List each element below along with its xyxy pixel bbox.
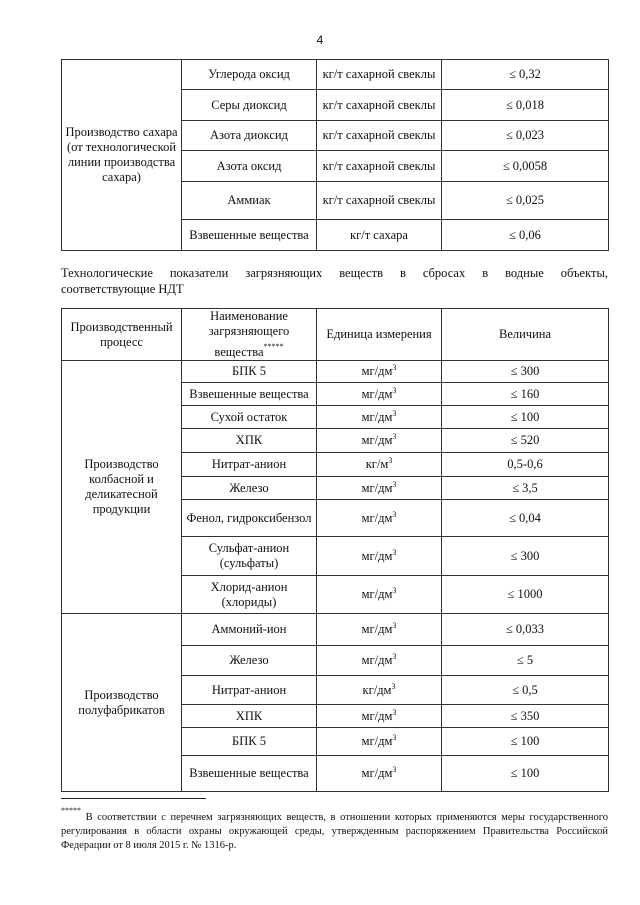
unit-cell xyxy=(317,576,442,614)
unit-cell: кг/т сахарной свеклы xyxy=(317,60,442,90)
value-cell: ≤ 520 xyxy=(442,429,609,453)
substance-cell: Аммоний-ион xyxy=(182,614,317,646)
unit-exponent: 3 xyxy=(392,408,397,418)
unit-cell xyxy=(317,646,442,676)
header-unit: Единица измерения xyxy=(317,309,442,361)
substance-cell: Фенол, гидроксибензол xyxy=(182,500,317,537)
value-cell: ≤ 1000 xyxy=(442,576,609,614)
unit-base: мг/дм xyxy=(361,364,393,378)
page-number: 4 xyxy=(316,33,324,47)
unit-cell xyxy=(317,537,442,576)
table-row xyxy=(62,614,609,646)
unit-base: мг/дм xyxy=(361,409,393,424)
unit-base: мг/дм xyxy=(361,587,393,601)
value-cell: 0,5-0,6 xyxy=(442,453,609,477)
value-cell: ≤ 0,5 xyxy=(442,676,609,705)
unit-cell xyxy=(317,728,442,756)
section-heading-line2: соответствующие НДТ xyxy=(61,282,184,296)
unit-cell: кг/т сахарной свеклы xyxy=(317,90,442,121)
unit-base: мг/дм xyxy=(361,510,393,525)
value-cell: ≤ 0,0058 xyxy=(442,151,609,182)
unit-exponent: 3 xyxy=(392,509,397,519)
unit-exponent: 3 xyxy=(392,362,397,372)
substance-cell: Нитрат-анион xyxy=(182,453,317,477)
substance-cell: Углерода оксид xyxy=(182,60,317,90)
unit-cell xyxy=(317,383,442,406)
unit-cell xyxy=(317,756,442,792)
substance-cell: Серы диоксид xyxy=(182,90,317,121)
unit-base: мг/дм xyxy=(361,766,393,780)
substance-cell: Сульфат-анион (сульфаты) xyxy=(182,537,317,576)
value-cell: ≤ 0,033 xyxy=(442,614,609,646)
value-cell: ≤ 0,32 xyxy=(442,60,609,90)
value-cell: ≤ 0,025 xyxy=(442,182,609,220)
value-cell: ≤ 3,5 xyxy=(442,477,609,500)
value-cell: ≤ 0,023 xyxy=(442,121,609,151)
unit-base: мг/дм xyxy=(361,386,393,401)
unit-cell xyxy=(317,614,442,646)
value-cell: ≤ 100 xyxy=(442,406,609,429)
substance-cell: Хлорид-анион (хлориды) xyxy=(182,576,317,614)
unit-cell: кг/т сахарной свеклы xyxy=(317,151,442,182)
table-header-row xyxy=(62,309,609,361)
unit-exponent: 3 xyxy=(392,764,397,774)
footnote-divider xyxy=(61,798,206,799)
substance-cell: Сухой остаток xyxy=(182,406,317,429)
value-cell: ≤ 0,04 xyxy=(442,500,609,537)
footnote xyxy=(61,804,608,853)
unit-base: мг/дм xyxy=(361,653,393,667)
value-cell: ≤ 100 xyxy=(442,728,609,756)
unit-cell xyxy=(317,453,442,477)
unit-exponent: 3 xyxy=(392,707,397,717)
emissions-table xyxy=(61,59,609,251)
unit-exponent: 3 xyxy=(392,385,397,395)
unit-exponent: 3 xyxy=(392,620,397,630)
unit-exponent: 3 xyxy=(392,585,397,595)
unit-exponent: 3 xyxy=(392,547,397,557)
value-cell: ≤ 0,018 xyxy=(442,90,609,121)
unit-cell: кг/т сахара xyxy=(317,220,442,251)
footnote-text: В соответствии с перечнем загрязняющих веществ, в отношении которых применяются меры государственного регулирования в области охраны окружающей среды, утвержденным распоряжением Правительства Российской Федерации от 8 июля 2015 г. № 1316-р. xyxy=(61,812,609,851)
value-cell: ≤ 0,06 xyxy=(442,220,609,251)
value-cell: ≤ 300 xyxy=(442,361,609,383)
substance-cell: Взвешенные вещества xyxy=(182,756,317,792)
value-cell: ≤ 160 xyxy=(442,383,609,406)
unit-base: мг/дм xyxy=(361,548,393,563)
substance-cell: БПК 5 xyxy=(182,361,317,383)
header-substance xyxy=(182,309,317,361)
process-cell: Производство колбасной и деликатесной продукции xyxy=(62,361,182,614)
substance-cell: ХПК xyxy=(182,705,317,728)
value-cell: ≤ 5 xyxy=(442,646,609,676)
substance-cell: Азота диоксид xyxy=(182,121,317,151)
header-process: Производственный процесс xyxy=(62,309,182,361)
unit-cell xyxy=(317,705,442,728)
unit-cell xyxy=(317,429,442,453)
table-row xyxy=(62,361,609,383)
header-substance-label: Наименование загрязняющего вещества xyxy=(208,309,290,359)
process-cell: Производство сахара (от технологической линии производства сахара) xyxy=(62,60,182,251)
unit-cell xyxy=(317,361,442,383)
unit-base: кг/дм xyxy=(362,682,392,697)
unit-cell xyxy=(317,477,442,500)
unit-cell: кг/т сахарной свеклы xyxy=(317,182,442,220)
unit-cell: кг/т сахарной свеклы xyxy=(317,121,442,151)
discharges-table xyxy=(61,308,609,792)
unit-base: мг/дм xyxy=(361,433,393,447)
table-row xyxy=(62,60,609,90)
value-cell: ≤ 300 xyxy=(442,537,609,576)
unit-base: мг/дм xyxy=(361,734,393,748)
substance-cell: Нитрат-анион xyxy=(182,676,317,705)
substance-cell: ХПК xyxy=(182,429,317,453)
substance-cell: Азота оксид xyxy=(182,151,317,182)
substance-cell: Железо xyxy=(182,477,317,500)
value-cell: ≤ 100 xyxy=(442,756,609,792)
unit-cell xyxy=(317,676,442,705)
footnote-mark: ***** xyxy=(263,342,284,351)
substance-cell: БПК 5 xyxy=(182,728,317,756)
substance-cell: Взвешенные вещества xyxy=(182,383,317,406)
value-cell: ≤ 350 xyxy=(442,705,609,728)
section-heading-line1: Технологические показатели загрязняющих веществ в сбросах в водные объекты, xyxy=(61,266,608,280)
unit-cell xyxy=(317,500,442,537)
unit-base: мг/дм xyxy=(361,480,393,495)
unit-cell xyxy=(317,406,442,429)
unit-exponent: 3 xyxy=(391,681,396,691)
unit-exponent: 3 xyxy=(392,651,397,661)
unit-exponent: 3 xyxy=(392,431,397,441)
unit-exponent: 3 xyxy=(392,479,397,489)
unit-base: мг/дм xyxy=(361,622,393,636)
unit-exponent: 3 xyxy=(388,455,393,465)
unit-base: кг/м xyxy=(365,457,389,471)
section-heading xyxy=(61,265,608,297)
substance-cell: Взвешенные вещества xyxy=(182,220,317,251)
unit-base: мг/дм xyxy=(361,708,393,723)
footnote-mark: ***** xyxy=(61,806,81,815)
process-cell: Производство полуфабрикатов xyxy=(62,614,182,792)
substance-cell: Железо xyxy=(182,646,317,676)
substance-cell: Аммиак xyxy=(182,182,317,220)
unit-exponent: 3 xyxy=(392,732,397,742)
header-value: Величина xyxy=(442,309,609,361)
